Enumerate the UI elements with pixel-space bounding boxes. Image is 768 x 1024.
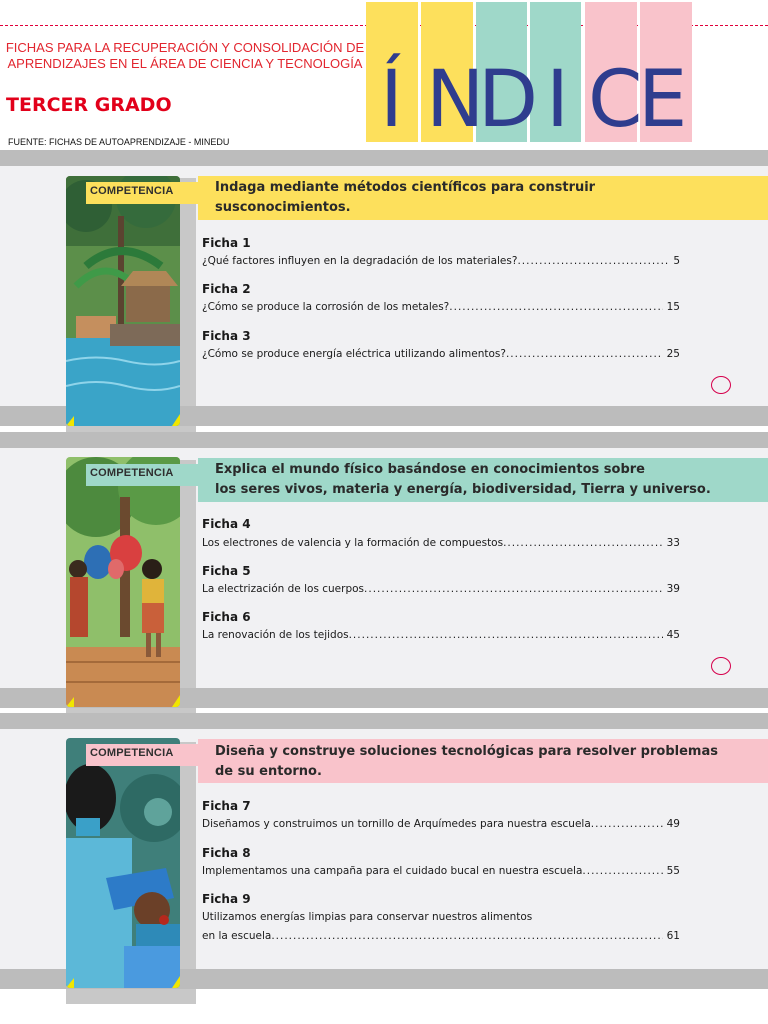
toc-entry-text: La electrización de los cuerpos: [202, 583, 365, 595]
page-number: 49: [666, 818, 680, 830]
competencia-title-line: Indaga mediante métodos científicos para construir: [215, 180, 596, 195]
competencia-title: [215, 460, 760, 500]
toc-entry-link[interactable]: [202, 580, 680, 599]
toc-entry-text: Implementamos una campaña para el cuidado bucal en nuestra escuela: [202, 865, 583, 877]
page-number: 39: [666, 583, 680, 595]
page-number: 45: [666, 629, 680, 641]
dot-leader: [582, 862, 662, 881]
competencia-label: COMPETENCIA: [86, 182, 198, 204]
competencia-label: COMPETENCIA: [86, 464, 198, 486]
ficha-heading: Ficha 9: [202, 892, 251, 906]
illustration-dental-care: [66, 738, 180, 988]
competencia-title-line: Diseña y construye soluciones tecnológicas para resolver problemas: [215, 744, 718, 759]
index-title-letter: I: [546, 55, 570, 145]
dot-leader: [271, 927, 662, 946]
toc-entry-text: La renovación de los tejidos: [202, 629, 349, 641]
toc-entry-text: en la escuela: [202, 930, 272, 942]
toc-entry-text: ¿Cómo se produce la corrosión de los metales?: [202, 301, 450, 313]
toc-entry-link[interactable]: [202, 815, 680, 834]
dot-leader: [517, 252, 669, 271]
index-title-letter: C: [588, 55, 643, 145]
index-title: [366, 50, 692, 150]
grade-title: TERCER GRADO: [6, 94, 172, 116]
index-title-letter: N: [426, 55, 485, 145]
competencia-title-line: susconocimientos.: [215, 200, 351, 215]
dot-leader: [449, 298, 662, 317]
toc-entry-text: ¿Cómo se produce energía eléctrica utilizando alimentos?: [202, 348, 506, 360]
header-subtitle-line: FICHAS PARA LA RECUPERACIÓN Y CONSOLIDACIÓN DE: [5, 40, 365, 55]
toc-entry-link[interactable]: [202, 298, 680, 317]
decorative-ring-icon: [711, 376, 731, 394]
toc-entry-text: Diseñamos y construimos un tornillo de Arquímedes para nuestra escuela: [202, 818, 591, 830]
dot-leader: [364, 580, 663, 599]
toc-entry-text: ¿Qué factores influyen en la degradación de los materiales?: [202, 255, 518, 267]
toc-entry-link[interactable]: [202, 927, 680, 946]
ficha-heading: Ficha 4: [202, 517, 251, 531]
ficha-heading: Ficha 1: [202, 236, 251, 250]
dental-care-image: [66, 738, 180, 988]
ficha-heading: Ficha 3: [202, 329, 251, 343]
page-number: 33: [666, 537, 680, 549]
page-number: 25: [666, 348, 680, 360]
section-divider-band: [0, 713, 768, 729]
page-number: 15: [666, 301, 680, 313]
competencia-title: [215, 178, 760, 218]
riverside-hut-image: [66, 176, 180, 426]
illustration-children-balloons: [66, 457, 180, 707]
competencia-title-line: de su entorno.: [215, 764, 322, 779]
dot-leader: [503, 534, 663, 553]
toc-entry-link[interactable]: [202, 862, 680, 881]
toc-entry-link[interactable]: [202, 345, 680, 364]
source-note: FUENTE: FICHAS DE AUTOAPRENDIZAJE - MINEDU: [8, 137, 230, 147]
competencia-title-line: Explica el mundo físico basándose en conocimientos sobre: [215, 462, 646, 477]
dot-leader: [591, 815, 663, 834]
dot-leader: [506, 345, 663, 364]
index-title-letter: Í: [380, 55, 404, 145]
page-number: 5: [673, 255, 680, 267]
ficha-heading: Ficha 8: [202, 846, 251, 860]
toc-entry-text: Utilizamos energías limpias para conservar nuestros alimentos: [202, 911, 533, 923]
section-divider-band: [0, 432, 768, 448]
ficha-heading: Ficha 6: [202, 610, 251, 624]
dot-leader: [349, 626, 663, 645]
page-number: 55: [666, 865, 680, 877]
ficha-heading: Ficha 7: [202, 799, 251, 813]
index-title-letter: E: [638, 55, 688, 145]
toc-entry-text: Los electrones de valencia y la formación de compuestos: [202, 537, 504, 549]
competencia-title: [215, 742, 760, 782]
children-balloons-image: [66, 457, 180, 707]
ficha-heading: Ficha 5: [202, 564, 251, 578]
decorative-ring-icon: [711, 657, 731, 675]
header-subtitle: [4, 40, 366, 72]
page-number: 61: [666, 930, 680, 942]
toc-entry-text-line: [202, 908, 680, 927]
ficha-heading: Ficha 2: [202, 282, 251, 296]
competencia-title-line: los seres vivos, materia y energía, biodiversidad, Tierra y universo.: [215, 482, 711, 497]
toc-entry-link[interactable]: [202, 252, 680, 271]
index-title-letter: D: [478, 55, 539, 145]
competencia-label: COMPETENCIA: [86, 744, 198, 766]
section-top-band: [0, 150, 768, 166]
toc-entry-link[interactable]: [202, 626, 680, 645]
toc-entry-link[interactable]: [202, 534, 680, 553]
illustration-riverside-hut: [66, 176, 180, 426]
header-subtitle-line: APRENDIZAJES EN EL ÁREA DE CIENCIA Y TECNOLOGÍA: [7, 56, 363, 71]
